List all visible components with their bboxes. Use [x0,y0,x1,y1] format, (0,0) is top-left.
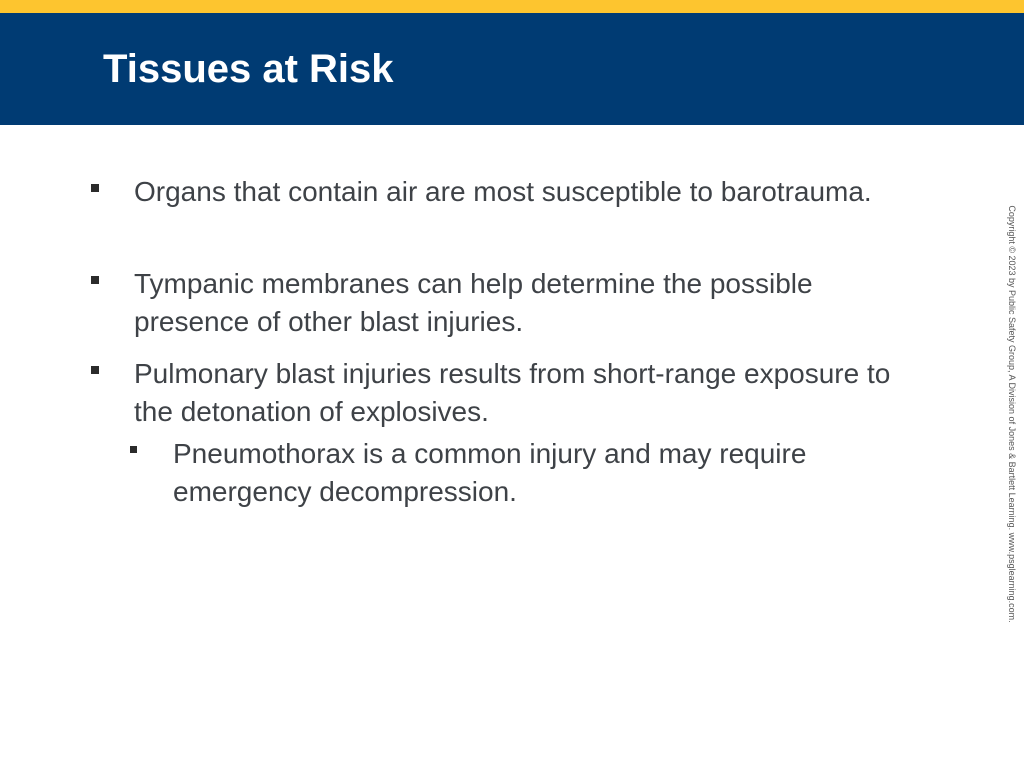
slide-title: Tissues at Risk [103,47,394,91]
copyright-notice: Copyright © 2023 by Public Safety Group, A Division of Jones & Bartlett Learning. www.psglearning.com. [1007,205,1017,623]
bullet-item [134,173,894,211]
accent-bar [0,0,1024,13]
sub-bullet-item [173,435,913,511]
square-bullet-icon [91,276,99,284]
square-bullet-icon [91,366,99,374]
bullet-text: Organs that contain air are most susceptible to barotrauma. [134,176,872,207]
bullet-item [134,355,894,431]
square-bullet-icon [91,184,99,192]
square-bullet-icon [130,446,137,453]
bullet-text: Tympanic membranes can help determine the possible presence of other blast injuries. [134,268,813,337]
sub-bullet-text: Pneumothorax is a common injury and may require emergency decompression. [173,438,807,507]
bullet-text: Pulmonary blast injuries results from short-range exposure to the detonation of explosives. [134,358,891,427]
bullet-item [134,265,914,341]
